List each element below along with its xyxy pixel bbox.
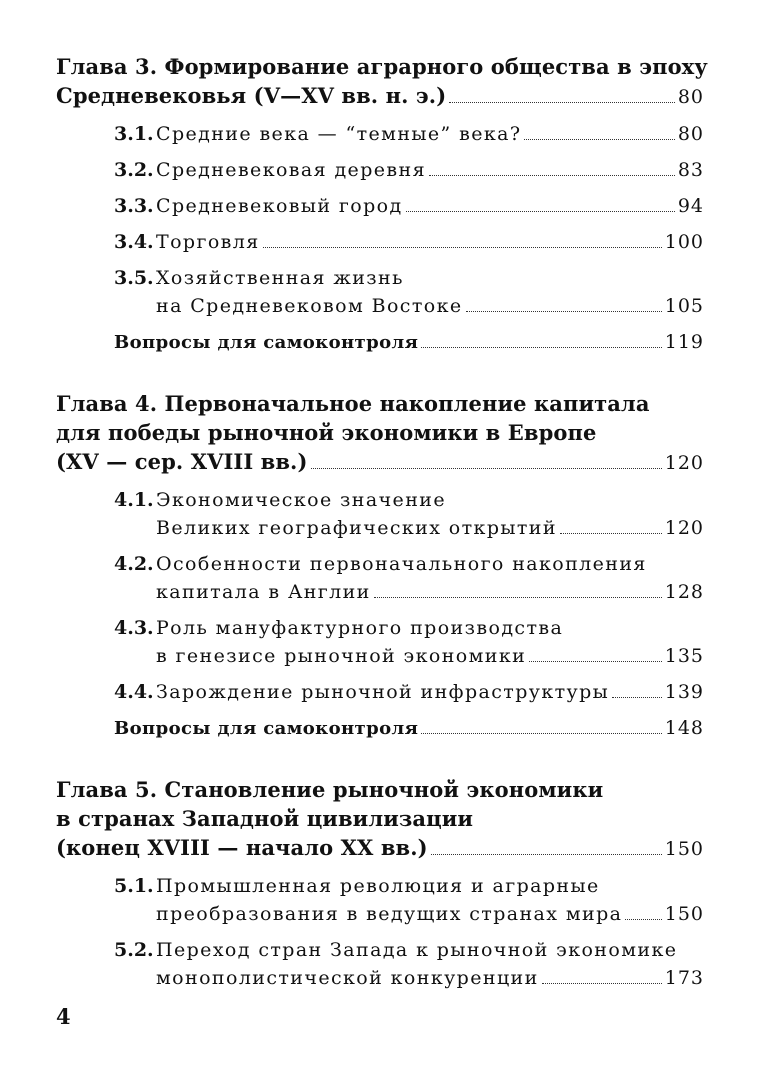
section-page-number: 150	[664, 903, 704, 925]
section-title-entry	[156, 642, 704, 670]
dot-leader	[466, 311, 662, 312]
section-title-line: Торговля	[156, 231, 260, 253]
section-body	[156, 872, 704, 928]
section-title-entry	[156, 120, 704, 148]
section-body	[156, 120, 704, 148]
section-body	[156, 614, 704, 670]
chapter-heading	[56, 389, 704, 478]
chapter-title-line: Глава 5. Становление рыночной экономики	[56, 777, 604, 802]
section-title-entry	[156, 156, 704, 184]
section-number: 3.1.	[114, 123, 154, 145]
questions-entry	[114, 328, 704, 357]
section-entry	[56, 614, 704, 670]
chapter-title-line: (XV — сер. XVIII вв.)	[56, 449, 308, 474]
chapter-heading	[56, 52, 708, 112]
chapter-title-line: Средневековья (V—XV вв. н. э.)	[56, 83, 447, 108]
dot-leader	[429, 175, 675, 176]
section-number: 4.4.	[114, 681, 154, 703]
table-of-contents	[56, 52, 708, 992]
section-page-number: 94	[677, 195, 704, 217]
chapter-title-line: в странах Западной цивилизации	[56, 806, 474, 831]
dot-leader	[421, 733, 661, 734]
section-title-line: Средневековая деревня	[156, 159, 426, 181]
section-number: 5.1.	[114, 875, 154, 897]
section-title-line: Переход стран Запада к рыночной экономике	[156, 939, 678, 961]
section-number: 4.3.	[114, 617, 154, 639]
dot-leader	[406, 211, 675, 212]
section-entry	[56, 550, 704, 606]
section-title-line: Экономическое значение	[156, 489, 446, 511]
section-title-entry	[156, 678, 704, 706]
section-page-number: 135	[664, 645, 704, 667]
chapter-gap	[56, 357, 704, 389]
dot-leader	[311, 468, 662, 469]
section-entry	[56, 678, 704, 706]
chapter-title-entry	[56, 447, 704, 478]
section-body	[156, 156, 704, 184]
dot-leader	[421, 347, 661, 348]
chapter-page-number: 120	[664, 452, 704, 474]
section-page-number: 139	[664, 681, 704, 703]
questions-label: Вопросы для самоконтроля	[114, 332, 419, 353]
section-number: 3.5.	[114, 267, 154, 289]
chapter-title-line: (конец XVIII — начало XX вв.)	[56, 835, 428, 860]
section-number: 3.2.	[114, 159, 154, 181]
section-number: 4.1.	[114, 489, 154, 511]
section-title-line: Средние века — “темные” века?	[156, 123, 522, 145]
section-entry	[56, 872, 704, 928]
section-title-line: преобразования в ведущих странах мира	[156, 903, 623, 925]
chapter-page-number: 150	[664, 838, 704, 860]
section-title-entry	[156, 964, 704, 992]
section-page-number: 173	[664, 967, 704, 989]
section-title-entry	[156, 514, 704, 542]
chapter-heading	[56, 775, 704, 864]
section-page-number: 80	[677, 123, 704, 145]
section-entry	[56, 486, 704, 542]
section-title-line: Особенности первоначального накопления	[156, 553, 647, 575]
section-body	[156, 550, 704, 606]
dot-leader	[374, 597, 662, 598]
page-number: 4	[56, 1004, 71, 1029]
section-entry	[56, 156, 704, 184]
section-title-line: Промышленная революция и аграрные	[156, 875, 600, 897]
section-title-entry	[156, 578, 704, 606]
section-title-entry	[156, 228, 704, 256]
section-body	[156, 264, 704, 320]
section-page-number: 128	[664, 581, 704, 603]
section-title-line: на Средневековом Востоке	[156, 295, 463, 317]
section-body	[156, 228, 704, 256]
dot-leader	[529, 661, 662, 662]
section-entry	[56, 120, 704, 148]
dot-leader	[263, 247, 662, 248]
chapter-title-entry	[56, 833, 704, 864]
section-title-line: Зарождение рыночной инфраструктуры	[156, 681, 610, 703]
section-body	[156, 486, 704, 542]
section-title-line: Великих географических открытий	[156, 517, 557, 539]
chapter-title-line: для победы рыночной экономики в Европе	[56, 420, 597, 445]
section-page-number: 120	[664, 517, 704, 539]
section-title-line: Средневековый город	[156, 195, 403, 217]
section-number: 3.3.	[114, 195, 154, 217]
questions-label: Вопросы для самоконтроля	[114, 718, 419, 739]
section-page-number: 100	[664, 231, 704, 253]
section-title-entry	[156, 900, 704, 928]
section-page-number: 83	[677, 159, 704, 181]
section-entry	[56, 192, 704, 220]
section-body	[156, 192, 704, 220]
questions-entry	[114, 714, 704, 743]
section-title-entry	[156, 192, 704, 220]
section-number: 4.2.	[114, 553, 154, 575]
section-title-line: в генезисе рыночной экономики	[156, 645, 527, 667]
dot-leader	[431, 854, 662, 855]
section-number: 5.2.	[114, 939, 154, 961]
section-entry	[56, 264, 704, 320]
section-title-entry	[156, 292, 704, 320]
questions-page-number: 119	[664, 331, 704, 353]
section-body	[156, 936, 704, 992]
section-title-line: Хозяйственная жизнь	[156, 267, 404, 289]
section-title-line: капитала в Англии	[156, 581, 371, 603]
chapter-title-line: Глава 3. Формирование аграрного общества в эпоху	[56, 54, 708, 79]
chapter-title-line: Глава 4. Первоначальное накопление капитала	[56, 391, 650, 416]
section-body	[156, 678, 704, 706]
chapter-page-number: 80	[677, 86, 704, 108]
section-entry	[56, 228, 704, 256]
dot-leader	[625, 919, 661, 920]
section-entry	[56, 936, 704, 992]
section-number: 3.4.	[114, 231, 154, 253]
dot-leader	[524, 139, 674, 140]
section-title-line: Роль мануфактурного производства	[156, 617, 564, 639]
section-title-line: монополистической конкуренции	[156, 967, 539, 989]
dot-leader	[542, 983, 662, 984]
questions-page-number: 148	[664, 717, 704, 739]
dot-leader	[612, 697, 662, 698]
section-page-number: 105	[664, 295, 704, 317]
chapter-gap	[56, 743, 704, 775]
dot-leader	[560, 533, 662, 534]
chapter-title-entry	[56, 81, 704, 112]
dot-leader	[449, 102, 675, 103]
